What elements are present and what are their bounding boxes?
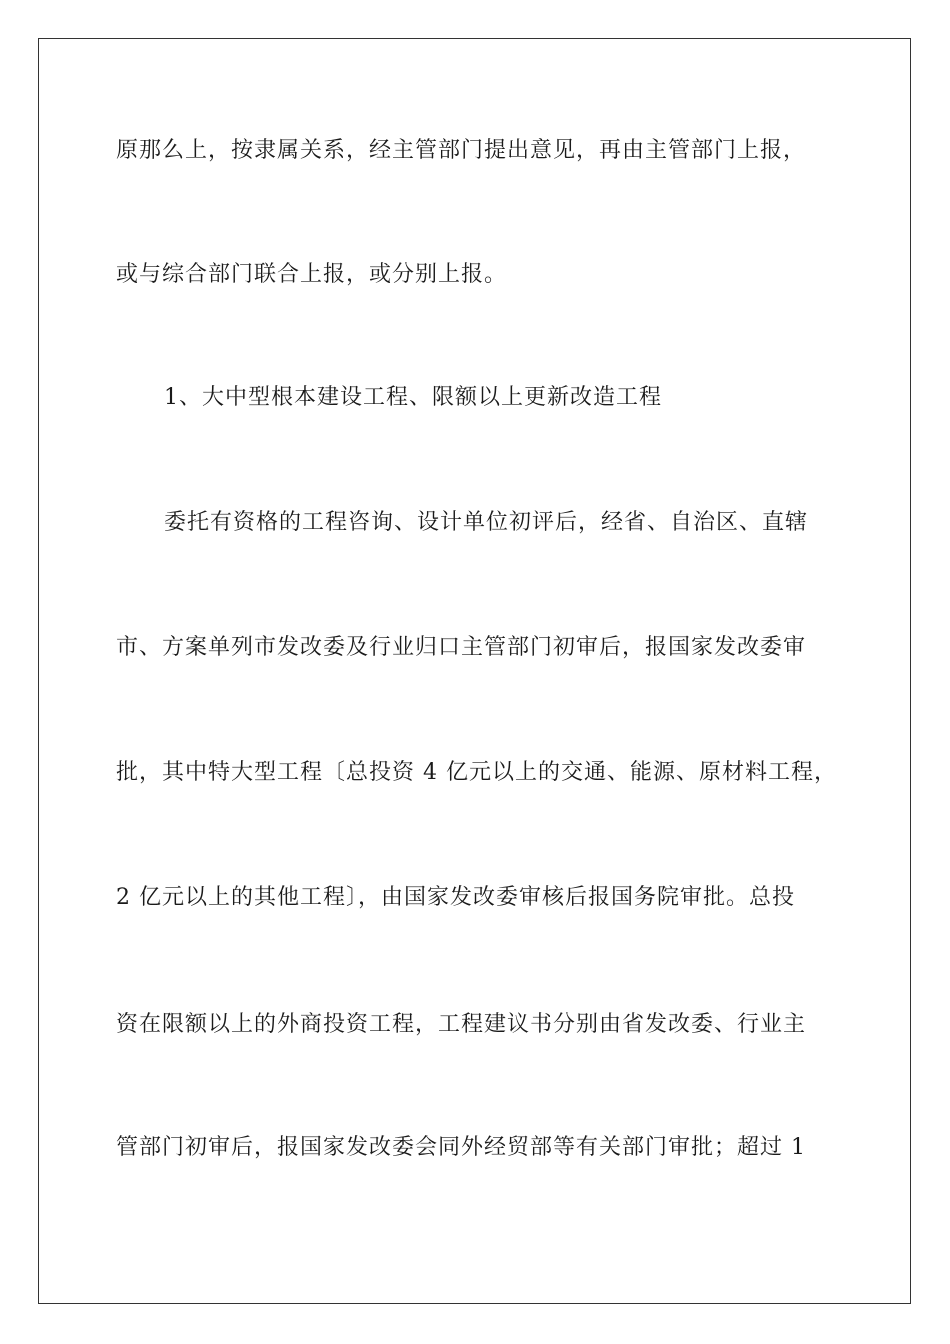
- text-line: 资在限额以上的外商投资工程，工程建议书分别由省发改委、行业主: [116, 1012, 807, 1037]
- section-heading: 1、大中型根本建设工程、限额以上更新改造工程: [164, 385, 662, 410]
- page-border: [38, 38, 911, 1304]
- text-line: 或与综合部门联合上报，或分别上报。: [116, 262, 508, 287]
- text-line: 批，其中特大型工程〔总投资 4 亿元以上的交通、能源、原材料工程，: [116, 760, 837, 785]
- text-line: 管部门初审后，报国家发改委会同外经贸部等有关部门审批；超过 1: [116, 1135, 806, 1160]
- text-line: 委托有资格的工程咨询、设计单位初评后，经省、自治区、直辖: [164, 510, 809, 535]
- text-line: 原那么上，按隶属关系，经主管部门提出意见，再由主管部门上报，: [116, 138, 807, 163]
- text-line: 2 亿元以上的其他工程〕，由国家发改委审核后报国务院审批。总投: [116, 885, 795, 910]
- text-line: 市、方案单列市发改委及行业归口主管部门初审后，报国家发改委审: [116, 635, 807, 660]
